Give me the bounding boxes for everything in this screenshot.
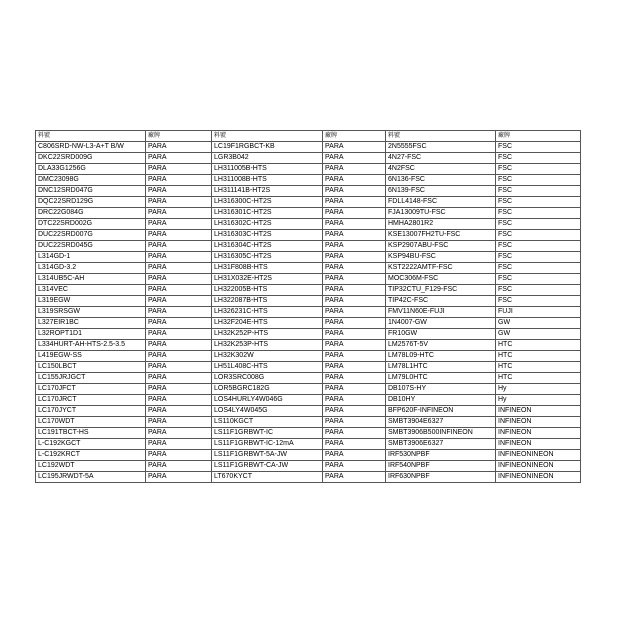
part-number-cell: LH31F808B-HTS [212,263,323,274]
brand-cell: FSC [496,219,581,230]
brand-cell: FSC [496,296,581,307]
brand-cell: FSC [496,164,581,175]
header-part-number-1: 料號 [36,131,146,142]
part-number-cell: TIP32CTU_F129-FSC [386,285,496,296]
brand-cell: PARA [146,263,212,274]
part-number-cell: LM78L09-HTC [386,351,496,362]
part-number-cell: LH51L408C-HTS [212,362,323,373]
part-number-cell: LH316305C-HT2S [212,252,323,263]
brand-cell: PARA [146,296,212,307]
table-row [36,461,581,472]
header-row [36,131,581,142]
brand-cell: PARA [146,241,212,252]
part-number-cell: LS11F1GRBWT-IC [212,428,323,439]
brand-cell: HTC [496,373,581,384]
brand-cell: PARA [323,241,386,252]
brand-cell: PARA [323,472,386,483]
table-row [36,241,581,252]
brand-cell: HTC [496,340,581,351]
table-row [36,186,581,197]
brand-cell: PARA [323,318,386,329]
brand-cell: FSC [496,252,581,263]
part-number-cell: MOC306M-FSC [386,274,496,285]
brand-cell: FSC [496,263,581,274]
brand-cell: FSC [496,197,581,208]
brand-cell: PARA [146,329,212,340]
brand-cell: PARA [146,142,212,153]
brand-cell: PARA [146,285,212,296]
part-number-cell: L327EIR1BC [36,318,146,329]
part-number-cell: DTC22SRD002G [36,219,146,230]
brand-cell: PARA [146,384,212,395]
part-number-cell: DB10HY [386,395,496,406]
table-row [36,285,581,296]
brand-cell: PARA [323,384,386,395]
part-number-cell: LH311005B-HTS [212,164,323,175]
part-number-cell: LC19F1RGBCT-KB [212,142,323,153]
part-number-cell: LC170JFCT [36,384,146,395]
header-brand-2: 廠牌 [323,131,386,142]
brand-cell: FSC [496,153,581,164]
brand-cell: FSC [496,285,581,296]
table-row [36,197,581,208]
brand-cell: HTC [496,362,581,373]
table-row [36,153,581,164]
part-number-cell: FMV11N60E-FUJI [386,307,496,318]
parts-table [35,130,581,483]
brand-cell: INFINEON [496,406,581,417]
part-number-cell: LH326231C-HTS [212,307,323,318]
brand-cell: INFINEONINEON [496,461,581,472]
brand-cell: INFINEONINEON [496,472,581,483]
brand-cell: PARA [146,461,212,472]
table-row [36,318,581,329]
part-number-cell: HMHA2801R2 [386,219,496,230]
part-number-cell: 6N139-FSC [386,186,496,197]
part-number-cell: LT670KYCT [212,472,323,483]
part-number-cell: LM78L1HTC [386,362,496,373]
part-number-cell: TIP42C-FSC [386,296,496,307]
part-number-cell: 2N5555FSC [386,142,496,153]
brand-cell: PARA [323,428,386,439]
header-part-number-3: 料號 [386,131,496,142]
part-number-cell: 6N136-FSC [386,175,496,186]
brand-cell: PARA [146,340,212,351]
brand-cell: PARA [323,186,386,197]
brand-cell: PARA [146,395,212,406]
part-number-cell: LH316302C-HT2S [212,219,323,230]
part-number-cell: LH316300C-HT2S [212,197,323,208]
brand-cell: PARA [323,329,386,340]
table-row [36,252,581,263]
brand-cell: PARA [323,285,386,296]
part-number-cell: FJA13009TU-FSC [386,208,496,219]
part-number-cell: LH322087B-HTS [212,296,323,307]
brand-cell: Hy [496,384,581,395]
part-number-cell: L32ROPT1D1 [36,329,146,340]
brand-cell: PARA [323,175,386,186]
brand-cell: PARA [146,450,212,461]
brand-cell: PARA [146,230,212,241]
brand-cell: PARA [146,373,212,384]
brand-cell: PARA [146,417,212,428]
table-row [36,472,581,483]
brand-cell: FSC [496,175,581,186]
table-row [36,164,581,175]
part-number-cell: KSE13007FH2TU-FSC [386,230,496,241]
part-number-cell: LM2576T-5V [386,340,496,351]
part-number-cell: 1N4007-GW [386,318,496,329]
brand-cell: INFINEON [496,417,581,428]
table-body [36,142,581,483]
table-row [36,296,581,307]
brand-cell: PARA [146,351,212,362]
part-number-cell: DUC22SRD045G [36,241,146,252]
part-number-cell: L319SRSGW [36,307,146,318]
brand-cell: PARA [323,164,386,175]
part-number-cell: LH316301C-HT2S [212,208,323,219]
part-number-cell: IRF540NPBF [386,461,496,472]
part-number-cell: LGR3B042 [212,153,323,164]
brand-cell: PARA [146,274,212,285]
brand-cell: PARA [146,307,212,318]
part-number-cell: LS11F1GRBWT-CA-JW [212,461,323,472]
table-row [36,340,581,351]
table-row [36,329,581,340]
part-number-cell: FDLL4148-FSC [386,197,496,208]
part-number-cell: L314VEC [36,285,146,296]
brand-cell: GW [496,318,581,329]
part-number-cell: LC170WDT [36,417,146,428]
part-number-cell: LC195JRWDT-5A [36,472,146,483]
brand-cell: PARA [323,153,386,164]
header-brand-1: 廠牌 [146,131,212,142]
part-number-cell: LH322005B-HTS [212,285,323,296]
brand-cell: PARA [323,263,386,274]
part-number-cell: IRF630NPBF [386,472,496,483]
brand-cell: PARA [323,252,386,263]
brand-cell: PARA [146,219,212,230]
header-part-number-2: 料號 [212,131,323,142]
part-number-cell: LC192WDT [36,461,146,472]
part-number-cell: LC170JYCT [36,406,146,417]
part-number-cell: LH32K302W [212,351,323,362]
brand-cell: PARA [323,208,386,219]
part-number-cell: 4N27-FSC [386,153,496,164]
brand-cell: PARA [146,164,212,175]
brand-cell: PARA [323,362,386,373]
brand-cell: PARA [146,439,212,450]
part-number-cell: LS110KGCT [212,417,323,428]
brand-cell: FSC [496,186,581,197]
brand-cell: PARA [323,373,386,384]
part-number-cell: DKC22SRD009G [36,153,146,164]
brand-cell: PARA [323,439,386,450]
brand-cell: PARA [146,208,212,219]
part-number-cell: DMC23098G [36,175,146,186]
header-brand-3: 廠牌 [496,131,581,142]
brand-cell: PARA [323,296,386,307]
brand-cell: FSC [496,208,581,219]
part-number-cell: LC191TBCT-HS [36,428,146,439]
brand-cell: PARA [323,351,386,362]
part-number-cell: FR10GW [386,329,496,340]
part-number-cell: LS11F1GRBWT-IC-12mA [212,439,323,450]
part-number-cell: LH311141B-HT2S [212,186,323,197]
part-number-cell: DRC22G084G [36,208,146,219]
brand-cell: GW [496,329,581,340]
part-number-cell: LOS4LY4W045G [212,406,323,417]
brand-cell: PARA [323,274,386,285]
part-number-cell: LH31X032E-HT2S [212,274,323,285]
part-number-cell: LC150LBCT [36,362,146,373]
table-row [36,417,581,428]
part-number-cell: LH316303C-HT2S [212,230,323,241]
part-number-cell: LH316304C-HT2S [212,241,323,252]
parts-sheet [35,130,580,483]
brand-cell: INFINEONINEON [496,450,581,461]
table-row [36,373,581,384]
part-number-cell: LH32K253P-HTS [212,340,323,351]
brand-cell: FSC [496,142,581,153]
table-row [36,219,581,230]
part-number-cell: LOR3SRC008G [212,373,323,384]
part-number-cell: KSP94BU-FSC [386,252,496,263]
brand-cell: PARA [323,395,386,406]
brand-cell: FUJI [496,307,581,318]
brand-cell: HTC [496,351,581,362]
brand-cell: PARA [323,406,386,417]
brand-cell: PARA [146,186,212,197]
part-number-cell: DUC22SRD007G [36,230,146,241]
part-number-cell: L-C192KGCT [36,439,146,450]
part-number-cell: LC155JRJGCT [36,373,146,384]
brand-cell: PARA [146,197,212,208]
brand-cell: PARA [323,142,386,153]
part-number-cell: LH32K252P-HTS [212,329,323,340]
brand-cell: PARA [146,318,212,329]
brand-cell: PARA [146,406,212,417]
part-number-cell: DLA33G1256G [36,164,146,175]
part-number-cell: L314GD-1 [36,252,146,263]
part-number-cell: LH311008B-HTS [212,175,323,186]
part-number-cell: SMBT3904E6327 [386,417,496,428]
table-row [36,274,581,285]
brand-cell: PARA [323,450,386,461]
brand-cell: INFINEON [496,439,581,450]
part-number-cell: LOR5BGRC182G [212,384,323,395]
table-row [36,263,581,274]
part-number-cell: LH32F204E-HTS [212,318,323,329]
brand-cell: FSC [496,241,581,252]
part-number-cell: L-C192KRCT [36,450,146,461]
brand-cell: FSC [496,274,581,285]
part-number-cell: IRF530NPBF [386,450,496,461]
part-number-cell: L314UB5C-AH [36,274,146,285]
brand-cell: PARA [323,307,386,318]
brand-cell: PARA [146,428,212,439]
part-number-cell: 4N2FSC [386,164,496,175]
table-row [36,142,581,153]
brand-cell: FSC [496,230,581,241]
part-number-cell: LM79L0HTC [386,373,496,384]
brand-cell: PARA [146,472,212,483]
brand-cell: Hy [496,395,581,406]
table-row [36,428,581,439]
table-row [36,395,581,406]
brand-cell: PARA [146,175,212,186]
part-number-cell: BFP620F-INFINEON [386,406,496,417]
table-row [36,175,581,186]
brand-cell: PARA [146,252,212,263]
brand-cell: INFINEON [496,428,581,439]
part-number-cell: KST2222AMTF-FSC [386,263,496,274]
part-number-cell: L334HURT-AH-HTS-2.5-3.5 [36,340,146,351]
table-row [36,362,581,373]
brand-cell: PARA [323,230,386,241]
table-row [36,439,581,450]
table-row [36,384,581,395]
part-number-cell: DQC22SRD129G [36,197,146,208]
brand-cell: PARA [323,461,386,472]
brand-cell: PARA [146,153,212,164]
table-row [36,208,581,219]
part-number-cell: DNC12SRD047G [36,186,146,197]
part-number-cell: L319EGW [36,296,146,307]
brand-cell: PARA [146,362,212,373]
table-row [36,230,581,241]
part-number-cell: SMBT3906E6327 [386,439,496,450]
part-number-cell: DB107S-HY [386,384,496,395]
part-number-cell: L314GD-3.2 [36,263,146,274]
part-number-cell: LC170JRCT [36,395,146,406]
brand-cell: PARA [323,340,386,351]
part-number-cell: LS11F1GRBWT-5A-JW [212,450,323,461]
part-number-cell: SMBT3906B500INFINEON [386,428,496,439]
part-number-cell: C806SRD-NW-L3-A+T B/W [36,142,146,153]
table-row [36,406,581,417]
brand-cell: PARA [323,197,386,208]
part-number-cell: KSP2907ABU-FSC [386,241,496,252]
part-number-cell: L419EGW-SS [36,351,146,362]
table-row [36,307,581,318]
table-row [36,450,581,461]
brand-cell: PARA [323,417,386,428]
brand-cell: PARA [323,219,386,230]
part-number-cell: LOS4HURLY4W046G [212,395,323,406]
table-row [36,351,581,362]
